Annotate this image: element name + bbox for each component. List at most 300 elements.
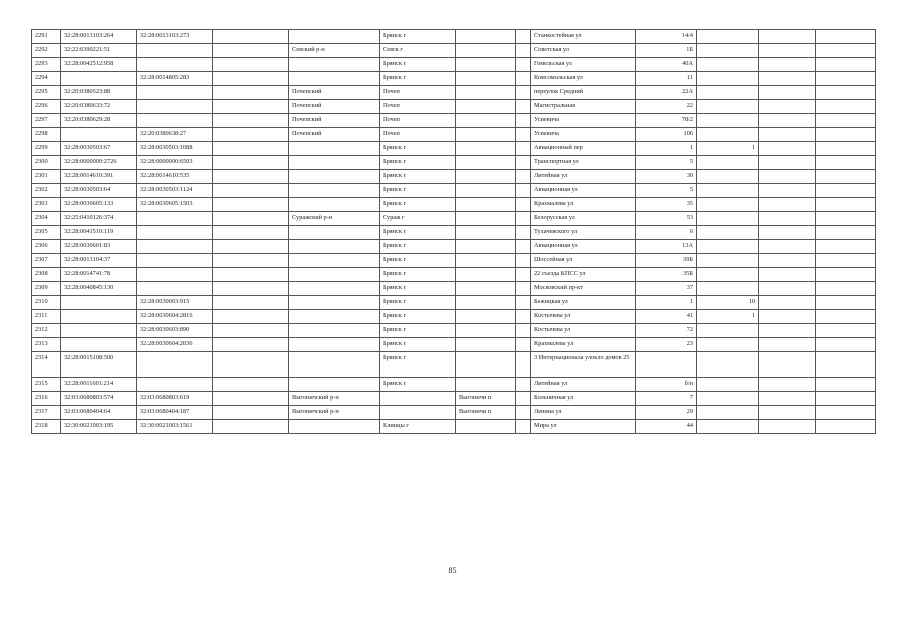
cell-street: Транспортная ул — [531, 156, 636, 170]
cell-locality: Выгоничи п — [456, 392, 516, 406]
cell-house-number: 6 — [636, 226, 697, 240]
cell-settlement: Брянск г — [380, 268, 456, 282]
cell-house-number: 39Б — [636, 254, 697, 268]
cell-column-empty-d — [816, 58, 876, 72]
cell-house-number: 53 — [636, 212, 697, 226]
cell-related-cadastral-number — [137, 212, 213, 226]
cell-settlement: Брянск г — [380, 324, 456, 338]
cell-column-empty-a — [213, 282, 289, 296]
cell-column-empty-a — [213, 198, 289, 212]
cell-building-number — [697, 128, 759, 142]
cell-related-cadastral-number: 32:28:0014610:535 — [137, 170, 213, 184]
cell-street: Бежицкая ул — [531, 296, 636, 310]
cell-house-number — [636, 352, 697, 378]
cell-column-empty-a — [213, 296, 289, 310]
cell-related-cadastral-number — [137, 44, 213, 58]
cell-locality — [456, 184, 516, 198]
cell-row-number: 2316 — [32, 392, 61, 406]
cell-related-cadastral-number — [137, 352, 213, 378]
cell-column-empty-c — [759, 392, 816, 406]
cell-building-number — [697, 378, 759, 392]
cell-column-empty-c — [759, 338, 816, 352]
cell-street: переулок Средний — [531, 86, 636, 100]
cell-street: Усиевича — [531, 128, 636, 142]
cell-street: Костычева ул — [531, 324, 636, 338]
cell-street: Московский пр-кт — [531, 282, 636, 296]
cell-cadastral-number — [61, 324, 137, 338]
table-row — [32, 142, 876, 156]
cell-house-number: 40А — [636, 58, 697, 72]
cell-street: Больничная ул — [531, 392, 636, 406]
cell-settlement: Клинцы г — [380, 420, 456, 434]
cell-building-number — [697, 100, 759, 114]
cell-district — [289, 142, 380, 156]
cell-column-empty-b — [516, 268, 531, 282]
cell-district — [289, 226, 380, 240]
cell-locality — [456, 212, 516, 226]
table-row — [32, 156, 876, 170]
cell-settlement: Брянск г — [380, 184, 456, 198]
cell-cadastral-number — [61, 338, 137, 352]
table-row — [32, 184, 876, 198]
cell-house-number: 106 — [636, 128, 697, 142]
cell-column-empty-d — [816, 226, 876, 240]
table-row — [32, 86, 876, 100]
cell-column-empty-b — [516, 72, 531, 86]
cell-building-number: 1 — [697, 310, 759, 324]
cell-column-empty-c — [759, 184, 816, 198]
cell-house-number: 35Б — [636, 268, 697, 282]
cell-row-number: 2314 — [32, 352, 61, 378]
cell-cadastral-number: 32:28:0040845:130 — [61, 282, 137, 296]
cell-column-empty-a — [213, 156, 289, 170]
cell-cadastral-number: 32:20:0380633:72 — [61, 100, 137, 114]
cell-column-empty-b — [516, 282, 531, 296]
cell-row-number: 2296 — [32, 100, 61, 114]
cell-house-number: 5 — [636, 184, 697, 198]
cell-row-number: 2304 — [32, 212, 61, 226]
cell-district: Суражский р-н — [289, 212, 380, 226]
cell-column-empty-a — [213, 352, 289, 378]
cell-cadastral-number: 32:28:0000000:2726 — [61, 156, 137, 170]
cell-house-number: 29 — [636, 406, 697, 420]
cell-column-empty-b — [516, 58, 531, 72]
cell-locality — [456, 58, 516, 72]
cell-row-number: 2291 — [32, 30, 61, 44]
cell-cadastral-number: 32:30:0021003:195 — [61, 420, 137, 434]
cell-row-number: 2312 — [32, 324, 61, 338]
cell-cadastral-number: 32:28:0014610:391 — [61, 170, 137, 184]
cell-cadastral-number: 32:28:0030605:133 — [61, 198, 137, 212]
cell-building-number — [697, 254, 759, 268]
cell-street: Литейная ул — [531, 170, 636, 184]
cell-related-cadastral-number — [137, 282, 213, 296]
cell-locality — [456, 324, 516, 338]
cell-district — [289, 254, 380, 268]
cell-settlement: Брянск г — [380, 296, 456, 310]
cell-column-empty-c — [759, 268, 816, 282]
page-number: 85 — [448, 566, 457, 575]
cell-column-empty-a — [213, 212, 289, 226]
cell-building-number — [697, 86, 759, 100]
cell-street: Комсомольская ул — [531, 72, 636, 86]
cell-street: Авиационная ул — [531, 240, 636, 254]
cell-settlement: Брянск г — [380, 240, 456, 254]
cell-locality — [456, 44, 516, 58]
cell-settlement: Брянск г — [380, 72, 456, 86]
cell-row-number: 2306 — [32, 240, 61, 254]
cell-row-number: 2300 — [32, 156, 61, 170]
cell-building-number — [697, 212, 759, 226]
cell-building-number — [697, 226, 759, 240]
cell-house-number: 1 — [636, 296, 697, 310]
cell-column-empty-b — [516, 406, 531, 420]
cell-column-empty-c — [759, 378, 816, 392]
cell-street: 3 Интернационала улокло домов 25 — [531, 352, 636, 378]
cell-street: Ленина ул — [531, 406, 636, 420]
cell-row-number: 2298 — [32, 128, 61, 142]
cell-column-empty-b — [516, 378, 531, 392]
cell-cadastral-number: 32:25:0410126:374 — [61, 212, 137, 226]
table-row — [32, 310, 876, 324]
cell-row-number: 2294 — [32, 72, 61, 86]
cell-column-empty-a — [213, 324, 289, 338]
cell-district — [289, 378, 380, 392]
cell-cadastral-number: 32:28:0013103:264 — [61, 30, 137, 44]
cell-column-empty-c — [759, 44, 816, 58]
cell-district — [289, 310, 380, 324]
cell-cadastral-number: 32:03:0680404:64 — [61, 406, 137, 420]
cell-related-cadastral-number: 32:28:0000000:6503 — [137, 156, 213, 170]
cell-building-number — [697, 268, 759, 282]
cell-locality — [456, 114, 516, 128]
cell-row-number: 2307 — [32, 254, 61, 268]
cell-building-number — [697, 44, 759, 58]
cell-column-empty-c — [759, 212, 816, 226]
cell-column-empty-a — [213, 226, 289, 240]
cell-district — [289, 198, 380, 212]
cell-row-number: 2292 — [32, 44, 61, 58]
cell-column-empty-a — [213, 392, 289, 406]
cell-column-empty-b — [516, 296, 531, 310]
cell-column-empty-a — [213, 100, 289, 114]
cell-house-number: 5 — [636, 156, 697, 170]
cell-district — [289, 58, 380, 72]
cell-column-empty-b — [516, 240, 531, 254]
cell-district — [289, 72, 380, 86]
table-row — [32, 198, 876, 212]
cell-column-empty-b — [516, 100, 531, 114]
cell-district: Выгоничский р-н — [289, 392, 380, 406]
table-row — [32, 254, 876, 268]
table-row — [32, 338, 876, 352]
cell-settlement: Брянск г — [380, 58, 456, 72]
table-row — [32, 44, 876, 58]
cell-column-empty-c — [759, 226, 816, 240]
cell-row-number: 2317 — [32, 406, 61, 420]
cell-house-number: 78/2 — [636, 114, 697, 128]
cell-column-empty-c — [759, 170, 816, 184]
cell-column-empty-a — [213, 240, 289, 254]
cell-cadastral-number: 32:22:0390221:51 — [61, 44, 137, 58]
cell-row-number: 2313 — [32, 338, 61, 352]
cell-related-cadastral-number — [137, 114, 213, 128]
cell-building-number — [697, 282, 759, 296]
cell-settlement: Почеп — [380, 128, 456, 142]
cell-house-number: 22А — [636, 86, 697, 100]
cell-cadastral-number: 32:28:0030503:64 — [61, 184, 137, 198]
cell-column-empty-d — [816, 44, 876, 58]
cell-column-empty-b — [516, 44, 531, 58]
cell-locality — [456, 338, 516, 352]
cell-street: Советская ул — [531, 44, 636, 58]
cell-settlement — [380, 406, 456, 420]
cell-cadastral-number: 32:28:0015108:500 — [61, 352, 137, 378]
cell-column-empty-d — [816, 184, 876, 198]
cell-column-empty-d — [816, 30, 876, 44]
cell-district — [289, 240, 380, 254]
cell-settlement: Почеп — [380, 86, 456, 100]
cell-locality — [456, 156, 516, 170]
cell-column-empty-b — [516, 30, 531, 44]
cell-column-empty-c — [759, 100, 816, 114]
cell-related-cadastral-number: 32:28:0030503:1088 — [137, 142, 213, 156]
cell-locality — [456, 420, 516, 434]
cell-district: Выгоничский р-н — [289, 406, 380, 420]
cell-settlement: Брянск г — [380, 282, 456, 296]
cell-settlement: Почеп — [380, 100, 456, 114]
cell-street: Гомельская ул — [531, 58, 636, 72]
cell-column-empty-d — [816, 156, 876, 170]
cell-column-empty-b — [516, 142, 531, 156]
cell-house-number: 1Б — [636, 44, 697, 58]
cell-locality — [456, 310, 516, 324]
cell-column-empty-a — [213, 128, 289, 142]
cell-row-number: 2302 — [32, 184, 61, 198]
cell-related-cadastral-number — [137, 254, 213, 268]
cell-row-number: 2297 — [32, 114, 61, 128]
cell-district: Почепский — [289, 100, 380, 114]
cell-settlement: Брянск г — [380, 254, 456, 268]
cell-settlement: Брянск г — [380, 338, 456, 352]
cell-building-number — [697, 352, 759, 378]
cell-column-empty-b — [516, 420, 531, 434]
cell-column-empty-b — [516, 156, 531, 170]
cell-house-number: 22 — [636, 100, 697, 114]
cell-cadastral-number: 32:28:0011601:214 — [61, 378, 137, 392]
cell-column-empty-c — [759, 282, 816, 296]
cell-building-number — [697, 392, 759, 406]
cell-street: Авиационный пер — [531, 142, 636, 156]
cell-column-empty-c — [759, 296, 816, 310]
cell-house-number: 11 — [636, 72, 697, 86]
cell-column-empty-c — [759, 86, 816, 100]
cell-settlement: Брянск г — [380, 378, 456, 392]
cell-row-number: 2318 — [32, 420, 61, 434]
cell-row-number: 2301 — [32, 170, 61, 184]
cell-building-number — [697, 30, 759, 44]
table-row — [32, 282, 876, 296]
cell-row-number: 2299 — [32, 142, 61, 156]
cell-related-cadastral-number: 32:28:0013103:273 — [137, 30, 213, 44]
cell-building-number: 1 — [697, 142, 759, 156]
cell-column-empty-b — [516, 310, 531, 324]
cell-column-empty-b — [516, 86, 531, 100]
cell-cadastral-number — [61, 310, 137, 324]
cell-column-empty-c — [759, 420, 816, 434]
cell-locality — [456, 296, 516, 310]
cell-row-number: 2303 — [32, 198, 61, 212]
cell-related-cadastral-number: 32:28:0030604:2036 — [137, 338, 213, 352]
cell-cadastral-number — [61, 72, 137, 86]
cell-locality — [456, 378, 516, 392]
cell-settlement: Брянск г — [380, 156, 456, 170]
cell-column-empty-a — [213, 378, 289, 392]
cell-house-number: 35 — [636, 198, 697, 212]
cell-settlement: Брянск г — [380, 310, 456, 324]
cell-column-empty-a — [213, 72, 289, 86]
cell-column-empty-d — [816, 86, 876, 100]
cell-column-empty-b — [516, 254, 531, 268]
table-row — [32, 114, 876, 128]
cell-column-empty-d — [816, 72, 876, 86]
table-row — [32, 128, 876, 142]
cell-building-number — [697, 406, 759, 420]
cell-street: Шоссейная ул — [531, 254, 636, 268]
cell-cadastral-number — [61, 128, 137, 142]
cell-related-cadastral-number: 32:03:0680404:187 — [137, 406, 213, 420]
cell-column-empty-a — [213, 184, 289, 198]
cell-cadastral-number: 32:28:0042512:958 — [61, 58, 137, 72]
cell-house-number: 7 — [636, 392, 697, 406]
cell-column-empty-c — [759, 240, 816, 254]
cell-house-number: 37 — [636, 282, 697, 296]
table-row — [32, 406, 876, 420]
table-row — [32, 324, 876, 338]
cell-building-number — [697, 184, 759, 198]
cell-building-number — [697, 58, 759, 72]
cell-column-empty-c — [759, 142, 816, 156]
cell-cadastral-number: 32:28:0013104:37 — [61, 254, 137, 268]
cell-building-number: 10 — [697, 296, 759, 310]
cell-settlement: Севск г — [380, 44, 456, 58]
cell-settlement: Брянск г — [380, 226, 456, 240]
cell-column-empty-b — [516, 324, 531, 338]
cell-district — [289, 156, 380, 170]
cell-street: Магистральная — [531, 100, 636, 114]
registry-table-body — [32, 30, 876, 434]
cell-row-number: 2311 — [32, 310, 61, 324]
cell-column-empty-b — [516, 392, 531, 406]
cell-column-empty-b — [516, 128, 531, 142]
cell-settlement: Брянск г — [380, 352, 456, 378]
cell-street: Станкостейная ул — [531, 30, 636, 44]
cell-locality — [456, 170, 516, 184]
cell-column-empty-c — [759, 324, 816, 338]
cell-column-empty-b — [516, 184, 531, 198]
cell-related-cadastral-number — [137, 58, 213, 72]
cell-column-empty-a — [213, 254, 289, 268]
cell-column-empty-d — [816, 310, 876, 324]
cell-cadastral-number: 32:28:0030601:83 — [61, 240, 137, 254]
cell-column-empty-d — [816, 268, 876, 282]
registry-table — [31, 29, 876, 434]
cell-column-empty-a — [213, 310, 289, 324]
cell-column-empty-a — [213, 268, 289, 282]
cell-column-empty-d — [816, 212, 876, 226]
cell-building-number — [697, 198, 759, 212]
cell-column-empty-a — [213, 86, 289, 100]
cell-building-number — [697, 170, 759, 184]
table-row — [32, 30, 876, 44]
cell-cadastral-number — [61, 296, 137, 310]
cell-settlement: Брянск г — [380, 170, 456, 184]
cell-column-empty-d — [816, 324, 876, 338]
table-row — [32, 352, 876, 378]
cell-locality: Выгоничи п — [456, 406, 516, 420]
table-row — [32, 226, 876, 240]
cell-row-number: 2293 — [32, 58, 61, 72]
table-row — [32, 240, 876, 254]
cell-related-cadastral-number: 32:28:0030604:2816 — [137, 310, 213, 324]
cell-related-cadastral-number: 32:28:0030603:890 — [137, 324, 213, 338]
cell-row-number: 2315 — [32, 378, 61, 392]
cell-house-number: 14/4 — [636, 30, 697, 44]
cell-settlement: Почеп — [380, 114, 456, 128]
table-row — [32, 296, 876, 310]
cell-column-empty-d — [816, 378, 876, 392]
cell-column-empty-d — [816, 338, 876, 352]
cell-column-empty-d — [816, 198, 876, 212]
cell-column-empty-d — [816, 142, 876, 156]
cell-cadastral-number: 32:28:0041510:119 — [61, 226, 137, 240]
cell-cadastral-number: 32:03:0680803:574 — [61, 392, 137, 406]
cell-street: Авиационная ул — [531, 184, 636, 198]
table-row — [32, 170, 876, 184]
cell-building-number — [697, 338, 759, 352]
cell-column-empty-d — [816, 392, 876, 406]
cell-column-empty-c — [759, 114, 816, 128]
cell-column-empty-a — [213, 406, 289, 420]
cell-district: Почепский — [289, 114, 380, 128]
cell-district — [289, 282, 380, 296]
cell-settlement: Сураж г — [380, 212, 456, 226]
cell-building-number — [697, 114, 759, 128]
cell-street: 22 съезда КПСС ул — [531, 268, 636, 282]
cell-cadastral-number: 32:28:0030503:67 — [61, 142, 137, 156]
cell-column-empty-b — [516, 114, 531, 128]
cell-column-empty-b — [516, 198, 531, 212]
cell-street: Литейная ул — [531, 378, 636, 392]
cell-related-cadastral-number — [137, 226, 213, 240]
cell-street: Крахмалева ул — [531, 338, 636, 352]
cell-related-cadastral-number: 32:28:0030605:1503 — [137, 198, 213, 212]
cell-row-number: 2305 — [32, 226, 61, 240]
cell-locality — [456, 198, 516, 212]
cell-street: Крахмалева ул — [531, 198, 636, 212]
table-row — [32, 268, 876, 282]
cell-column-empty-c — [759, 128, 816, 142]
cell-column-empty-b — [516, 212, 531, 226]
cell-district — [289, 352, 380, 378]
cell-district — [289, 420, 380, 434]
cell-settlement: Брянск г — [380, 142, 456, 156]
cell-column-empty-d — [816, 240, 876, 254]
cell-column-empty-c — [759, 254, 816, 268]
cell-column-empty-c — [759, 30, 816, 44]
cell-house-number: 30 — [636, 170, 697, 184]
cell-street: Мира ул — [531, 420, 636, 434]
